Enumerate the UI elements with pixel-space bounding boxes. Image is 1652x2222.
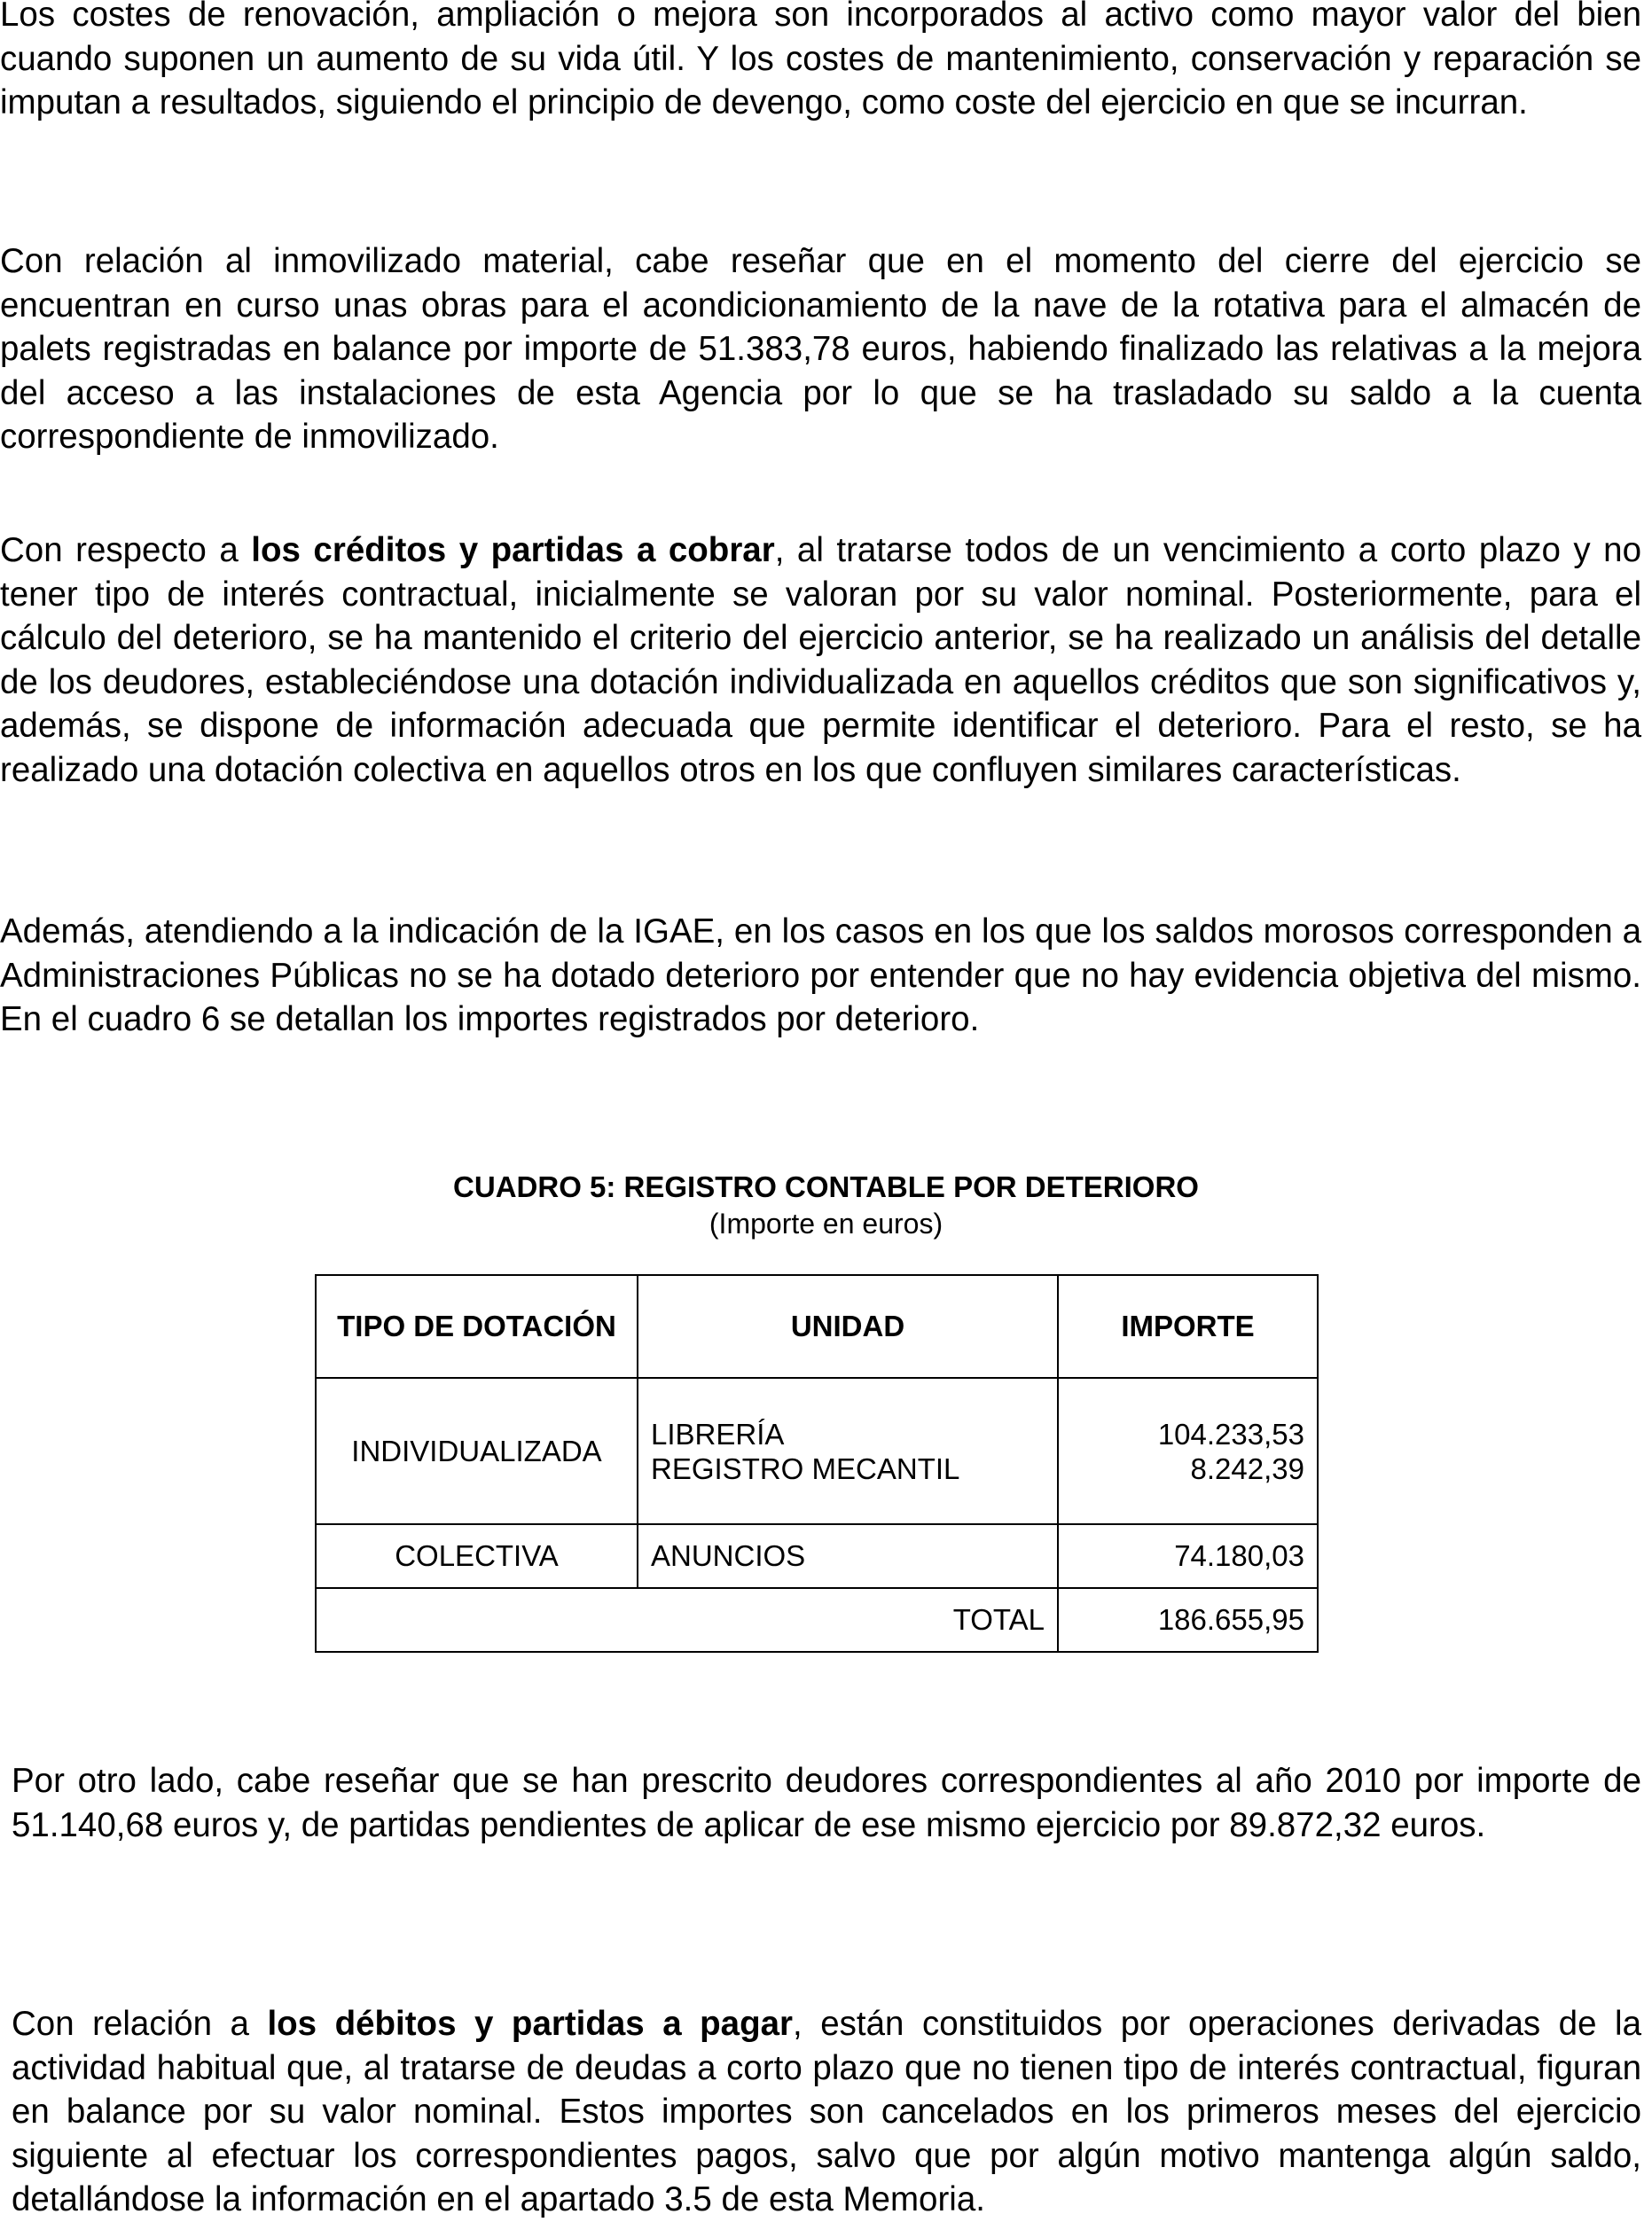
paragraph-debitos-pre: Con relación a — [12, 2005, 268, 2043]
cell-importe: 74.180,03 — [1058, 1524, 1318, 1588]
paragraph-inmovilizado: Con relación al inmovilizado material, cabe reseñar que en el momento del cierre del ejercicio se encuentran en curso unas obras para el acondicionamiento de la nave de la rotativa para el almacén de palets registradas en balance por importe de 51.383,78 euros, habiendo finalizado las relativas a la mejora del acceso a las instalaciones de esta Agencia por lo que se ha trasladado su saldo a la cuenta correspondiente de inmovilizado. — [0, 242, 1641, 456]
header-tipo: TIPO DE DOTACIÓN — [316, 1275, 638, 1378]
cell-importe-line: 104.233,53 — [1157, 1417, 1304, 1451]
total-value: 186.655,95 — [1058, 1588, 1318, 1652]
paragraph-debitos-bold: los débitos y partidas a pagar — [267, 2005, 794, 2043]
total-label: TOTAL — [316, 1588, 1058, 1652]
paragraph-igae: Además, atendiendo a la indicación de la IGAE, en los casos en los que los saldos morosos corresponden a Administraciones Públicas no se ha dotado deterioro por entender que no hay evidencia objetiva del mismo. En el cuadro 6 se detallan los importes registrados por deterioro. — [0, 912, 1641, 1038]
table-total-row — [316, 1588, 1318, 1652]
cell-importe-line: 8.242,39 — [1190, 1451, 1304, 1485]
table-header-row — [316, 1275, 1318, 1378]
table-row — [316, 1524, 1318, 1588]
cell-unidad — [638, 1378, 1058, 1524]
paragraph-prescritos: Por otro lado, cabe reseñar que se han prescrito deudores correspondientes al año 2010 por importe de 51.140,68 euros y, de partidas pendientes de aplicar de ese mismo ejercicio por 89.872,32 euros. — [12, 1762, 1641, 1844]
table-subtitle: (Importe en euros) — [709, 1208, 943, 1240]
cell-unidad-line: REGISTRO MECANTIL — [651, 1451, 960, 1485]
cell-importe — [1058, 1378, 1318, 1524]
cell-unidad-line: LIBRERÍA — [651, 1417, 785, 1451]
table-title: CUADRO 5: REGISTRO CONTABLE POR DETERIORO — [453, 1170, 1199, 1203]
paragraph-debitos-post: , están constituidos por operaciones derivadas de la actividad habitual que, al tratarse de deudas a corto plazo que no tienen tipo de interés contractual, figuran en balance por su valor nominal. Estos importes son cancelados en los primeros meses del ejercicio siguiente al efectuar los correspondientes pagos, salvo que por algún motivo mantenga algún saldo, detallándose la información en el apartado 3.5 de esta Memoria. — [12, 2005, 1641, 2218]
cell-tipo: INDIVIDUALIZADA — [316, 1378, 638, 1524]
paragraph-creditos-bold: los créditos y partidas a cobrar — [251, 531, 775, 569]
paragraph-costes: Los costes de renovación, ampliación o mejora son incorporados al activo como mayor valor del bien cuando suponen un aumento de su vida útil. Y los costes de mantenimiento, conservación y reparación se imputan a resultados, siguiendo el principio de devengo, como coste del ejercicio en que se incurran. — [0, 0, 1641, 121]
deterioro-table — [315, 1274, 1319, 1653]
table-caption — [0, 1169, 1652, 1241]
header-unidad: UNIDAD — [638, 1275, 1058, 1378]
cell-unidad: ANUNCIOS — [638, 1524, 1058, 1588]
cell-tipo: COLECTIVA — [316, 1524, 638, 1588]
paragraph-debitos — [12, 2002, 1641, 2222]
paragraph-creditos — [0, 528, 1641, 792]
table-row — [316, 1378, 1318, 1524]
header-importe: IMPORTE — [1058, 1275, 1318, 1378]
paragraph-creditos-pre: Con respecto a — [0, 531, 252, 569]
paragraph-creditos-post: , al tratarse todos de un vencimiento a corto plazo y no tener tipo de interés contractual, inicialmente se valoran por su valor nominal. Posteriormente, para el cálculo del deterioro, se ha mantenido el criterio del ejercicio anterior, se ha realizado un análisis del detalle de los deudores, estableciéndose una dotación individualizada en aquellos créditos que son significativos y, además, se dispone de información adecuada que permite identificar el deterioro. Para el resto, se ha realizado una dotación colectiva en aquellos otros en los que confluyen similares características. — [0, 531, 1641, 789]
